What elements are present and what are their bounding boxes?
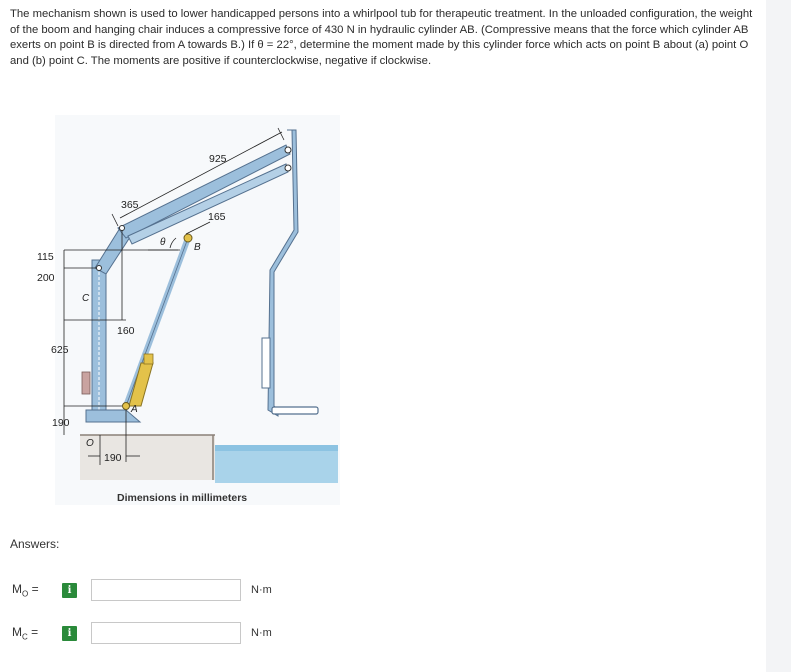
dim-165: 165 — [208, 211, 226, 223]
label-C: C — [82, 293, 90, 304]
dim-365: 365 — [121, 199, 139, 211]
answer-row-mc — [12, 620, 272, 646]
mc-label: $M_C$ = — [12, 624, 39, 642]
mo-input[interactable] — [91, 579, 241, 601]
mc-input[interactable] — [91, 622, 241, 644]
dim-200: 200 — [37, 272, 55, 284]
dim-160: 160 — [117, 325, 135, 337]
answer-row-mo — [12, 577, 272, 603]
answers-heading: Answers: — [10, 537, 60, 551]
pin-A — [123, 403, 130, 410]
pin-B — [184, 234, 192, 242]
mechanism-figure — [0, 110, 340, 510]
info-icon[interactable]: i — [62, 583, 77, 598]
label-B: B — [194, 242, 201, 253]
pin-C — [97, 266, 102, 271]
info-icon[interactable]: i — [62, 626, 77, 641]
page-gutter — [766, 0, 791, 672]
label-A: A — [131, 404, 138, 415]
dim-190-bottom: 190 — [104, 452, 122, 464]
dim-190-left: 190 — [52, 417, 70, 429]
mechanism-diagram — [0, 110, 340, 510]
mo-unit: N·m — [251, 584, 272, 596]
mc-unit: N·m — [251, 627, 272, 639]
figure-caption: Dimensions in millimeters — [117, 492, 248, 504]
dim-925: 925 — [209, 153, 227, 165]
label-theta: θ — [160, 237, 166, 248]
chair-seat — [272, 407, 318, 414]
label-O: O — [86, 438, 94, 449]
problem-statement: The mechanism shown is used to lower handicapped persons into a whirlpool tub for therapeutic treatment. In the unloaded configuration, the weight of the boom and hanging chair induces a compressive force of 430 N in hydraulic cylinder AB. (Compressive means that the force which cylinder AB exerts on point B is directed from A towards B.) If θ = 22°, determine the moment made by this cylinder force which acts on point B about (a) point O and (b) point C. The moments are positive if counterclockwise, negative if clockwise. — [10, 8, 753, 67]
dim-115: 115 — [37, 251, 54, 263]
dim-625: 625 — [51, 344, 69, 356]
mo-label: $M_O$ = — [12, 581, 39, 599]
